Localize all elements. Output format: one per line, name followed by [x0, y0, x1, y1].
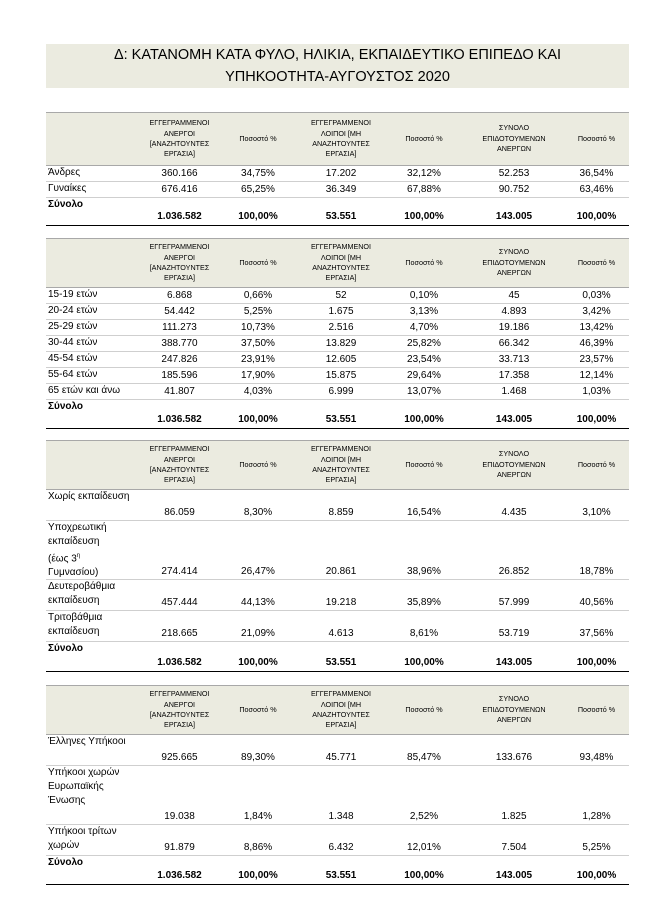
header-cell [564, 239, 629, 287]
header-line: ΕΡΓΑΣΙΑ] [164, 273, 195, 283]
row-label [48, 336, 143, 350]
cell-value: 44,13% [241, 597, 275, 608]
header-line: [ΑΝΑΖΗΤΟΥΝΤΕΣ [149, 465, 210, 474]
header-line: ΑΝΕΡΓΩΝ [496, 715, 532, 725]
cell-value: 1,28% [582, 811, 611, 822]
cell-value: 1,84% [243, 811, 273, 822]
table-header [46, 112, 629, 166]
cell-value: 2,52% [409, 811, 439, 822]
header-line: ΑΝΑΖΗΤΟΥΝΤΕΣ [312, 465, 370, 474]
cell-value: 0,66% [243, 290, 273, 301]
header-cell [464, 441, 564, 489]
row-label-line: Γυναίκες [48, 183, 87, 194]
cell-value: 3,42% [582, 306, 611, 317]
total-value: 53.551 [325, 414, 357, 425]
cell-value: 4.435 [501, 507, 527, 518]
row-label-line: 65 ετών και άνω [48, 385, 121, 396]
cell-value: 676.416 [161, 184, 198, 195]
table-4 [46, 685, 629, 885]
header-cell [464, 113, 564, 165]
row-label [48, 735, 143, 749]
cell-value: 17.202 [325, 168, 357, 179]
row-label-line: εκπαίδευση [48, 536, 100, 547]
cell-value: 13,42% [579, 322, 614, 333]
total-value: 143.005 [495, 657, 533, 668]
header-line: Ποσοστό % [577, 257, 616, 267]
cell-value: 23,54% [407, 354, 441, 365]
header-cell [298, 113, 384, 165]
total-value: 53.551 [325, 211, 357, 222]
cell-value: 93,48% [579, 752, 614, 763]
header-cell [384, 239, 464, 287]
header-line: ΛΟΙΠΟΙ [ΜΗ [320, 252, 362, 262]
table-row [46, 182, 629, 198]
row-label-line: Υπήκοοι χωρών [48, 767, 120, 778]
header-line: [ΑΝΑΖΗΤΟΥΝΤΕΣ [149, 710, 210, 719]
cell-value: 388.770 [161, 338, 198, 349]
header-text [405, 460, 442, 470]
row-label-line: Άνδρες [48, 167, 81, 178]
total-value: 53.551 [325, 657, 357, 668]
header-text [149, 242, 209, 284]
table-header [46, 685, 629, 735]
table-2 [46, 238, 629, 429]
header-text [578, 134, 615, 144]
cell-value: 26,47% [241, 566, 275, 577]
cell-value: 8,86% [243, 842, 273, 853]
row-label-line: 20-24 ετών [48, 305, 98, 316]
cell-value: 23,91% [241, 354, 275, 365]
total-row [46, 642, 629, 672]
cell-value: 23,57% [579, 354, 614, 365]
cell-value: 34,75% [241, 168, 275, 179]
row-label [48, 580, 143, 608]
header-line: ΑΝΕΡΓΩΝ [496, 144, 532, 154]
total-value: 100,00% [238, 211, 278, 222]
total-value: 143.005 [495, 870, 533, 881]
cell-value: 1.675 [328, 306, 354, 317]
table-1 [46, 112, 629, 226]
row-label-line: Υποχρεωτική [48, 522, 107, 533]
row-label-line: 55-64 ετών [48, 369, 98, 380]
total-value: 1.036.582 [157, 657, 202, 668]
header-line: ΕΡΓΑΣΙΑ] [164, 720, 195, 730]
header-line: Ποσοστό % [577, 704, 616, 714]
total-value: 100,00% [404, 414, 444, 425]
header-text [239, 258, 276, 268]
cell-value: 63,46% [579, 184, 614, 195]
cell-value: 133.676 [495, 752, 533, 763]
header-cell [564, 686, 629, 734]
header-line: ΑΝΑΖΗΤΟΥΝΤΕΣ [312, 139, 370, 148]
total-value: 100,00% [238, 414, 278, 425]
cell-value: 15.875 [325, 370, 357, 381]
header-line: ΣΥΝΟΛΟ [498, 123, 530, 133]
cell-value: 29,64% [407, 370, 441, 381]
total-value: 100,00% [404, 211, 444, 222]
header-line: [ΑΝΑΖΗΤΟΥΝΤΕΣ [149, 139, 210, 148]
row-label [48, 320, 143, 334]
header-cell [141, 239, 218, 287]
cell-value: 6.868 [166, 290, 193, 301]
row-label-line: Δευτεροβάθμια [48, 581, 116, 592]
total-value: 1.036.582 [157, 211, 202, 222]
cell-value: 52 [335, 290, 347, 301]
header-line: ΕΓΓΕΓΡΑΜΜΕΝΟΙ [149, 242, 210, 252]
cell-value: 247.826 [161, 354, 198, 365]
header-line: ΕΠΙΔΟΤΟΥΜΕΝΩΝ [482, 459, 546, 469]
cell-value: 54.442 [164, 306, 195, 317]
total-value: 143.005 [495, 211, 533, 222]
header-line: ΕΡΓΑΣΙΑ] [325, 149, 357, 159]
header-cell [384, 441, 464, 489]
title-line-2: ΥΠΗΚΟΟΤΗΤΑ-ΑΥΓΟΥΣΤΟΣ 2020 [225, 69, 450, 85]
header-line: ΛΟΙΠΟΙ [ΜΗ [320, 128, 362, 138]
header-line: ΑΝΕΡΓΟΙ [163, 252, 196, 262]
header-line: Ποσοστό % [239, 704, 277, 714]
cell-value: 274.414 [161, 566, 198, 577]
header-line: ΕΠΙΔΟΤΟΥΜΕΝΩΝ [482, 133, 546, 143]
header-text [482, 694, 545, 725]
table-row [46, 825, 629, 856]
total-value: 100,00% [576, 870, 617, 881]
total-value: 100,00% [576, 657, 617, 668]
cell-value: 1.348 [328, 811, 354, 822]
table-row [46, 384, 629, 400]
cell-value: 46,39% [579, 338, 614, 349]
header-line: Ποσοστό % [239, 133, 277, 143]
header-cell [464, 239, 564, 287]
total-value: 100,00% [238, 870, 278, 881]
header-cell [218, 113, 298, 165]
header-text [405, 258, 442, 268]
cell-value: 13.829 [325, 338, 357, 349]
cell-value: 1.825 [501, 811, 527, 822]
header-text [405, 705, 442, 715]
total-value: 53.551 [325, 870, 357, 881]
row-label-line: (έως $3^\eta$ [48, 553, 81, 565]
cell-value: 8,30% [243, 507, 273, 518]
header-line: ΑΝΑΖΗΤΟΥΝΤΕΣ [312, 263, 370, 272]
header-cell [464, 686, 564, 734]
row-label-line: 25-29 ετών [48, 321, 98, 332]
header-line: ΕΓΓΕΓΡΑΜΜΕΝΟΙ [310, 118, 372, 128]
cell-value: 45.771 [325, 752, 357, 763]
header-line: ΕΓΓΕΓΡΑΜΜΕΝΟΙ [310, 689, 372, 699]
table-row [46, 735, 629, 766]
header-cell [298, 239, 384, 287]
cell-value: 67,88% [407, 184, 441, 195]
header-line: ΛΟΙΠΟΙ [ΜΗ [320, 454, 362, 464]
cell-value: 18,78% [579, 566, 614, 577]
header-cell [141, 441, 218, 489]
row-label-line: χωρών [48, 840, 80, 851]
cell-value: 16,54% [407, 507, 441, 518]
cell-value: 37,56% [579, 628, 614, 639]
table-row [46, 166, 629, 182]
cell-value: 86.059 [164, 507, 195, 518]
cell-value: 17,90% [241, 370, 275, 381]
cell-value: 53.719 [498, 628, 530, 639]
header-line: ΑΝΑΖΗΤΟΥΝΤΕΣ [312, 710, 370, 719]
table-row [46, 580, 629, 611]
table-row [46, 766, 629, 825]
header-cell [564, 113, 629, 165]
cell-value: 45 [508, 290, 520, 301]
row-label [48, 490, 143, 504]
cell-value: 13,07% [407, 386, 441, 397]
header-line: ΑΝΕΡΓΩΝ [496, 470, 532, 480]
cell-value: 3,10% [582, 507, 611, 518]
header-line: ΑΝΕΡΓΟΙ [163, 128, 196, 138]
row-label [48, 304, 143, 318]
total-value: 100,00% [404, 657, 444, 668]
cell-value: 360.166 [161, 168, 198, 179]
cell-value: 89,30% [241, 752, 275, 763]
cell-value: 7.504 [501, 842, 527, 853]
header-line: ΣΥΝΟΛΟ [498, 694, 530, 704]
total-row [46, 856, 629, 885]
header-text [311, 444, 371, 486]
row-label [48, 352, 143, 366]
header-line: [ΑΝΑΖΗΤΟΥΝΤΕΣ [149, 263, 210, 272]
cell-value: 3,13% [409, 306, 439, 317]
header-line: ΕΡΓΑΣΙΑ] [325, 475, 357, 485]
table-row [46, 336, 629, 352]
header-line: ΑΝΕΡΓΩΝ [496, 268, 532, 278]
header-line: Ποσοστό % [239, 459, 277, 469]
row-label [48, 611, 143, 639]
cell-value: 1,03% [582, 386, 611, 397]
row-label-line: 30-44 ετών [48, 337, 98, 348]
table-row [46, 368, 629, 384]
cell-value: 925.665 [161, 752, 198, 763]
table-header [46, 440, 629, 490]
header-text [149, 118, 209, 160]
header-line: ΣΥΝΟΛΟ [498, 247, 530, 257]
row-label-line: Τριτοβάθμια [48, 612, 103, 623]
cell-value: 4.893 [501, 306, 527, 317]
cell-value: 91.879 [164, 842, 195, 853]
cell-value: 40,56% [579, 597, 614, 608]
header-text [482, 449, 545, 480]
header-text [311, 689, 371, 731]
cell-value: 19.186 [498, 322, 530, 333]
cell-value: 8.859 [328, 507, 354, 518]
cell-value: 12.605 [325, 354, 357, 365]
header-cell [141, 113, 218, 165]
cell-value: 36.349 [325, 184, 357, 195]
table-row [46, 304, 629, 320]
row-label [48, 766, 143, 808]
cell-value: 8,61% [409, 628, 439, 639]
table-header [46, 238, 629, 288]
row-label-line: Χωρίς εκπαίδευση [48, 491, 130, 502]
header-line: Ποσοστό % [239, 257, 277, 267]
header-cell [218, 441, 298, 489]
header-cell [298, 686, 384, 734]
cell-value: 21,09% [241, 628, 275, 639]
table-row [46, 611, 629, 642]
cell-value: 10,73% [241, 322, 275, 333]
row-label [48, 166, 143, 180]
header-cell [218, 686, 298, 734]
header-line: ΕΓΓΕΓΡΑΜΜΕΝΟΙ [149, 689, 210, 699]
header-text [482, 123, 545, 154]
cell-value: 0,10% [409, 290, 439, 301]
total-value: 1.036.582 [157, 414, 202, 425]
header-line: ΕΡΓΑΣΙΑ] [164, 149, 195, 159]
cell-value: 35,89% [407, 597, 441, 608]
cell-value: 17.358 [498, 370, 530, 381]
cell-value: 218.665 [161, 628, 198, 639]
total-value: 100,00% [404, 870, 444, 881]
header-line: ΕΓΓΕΓΡΑΜΜΕΝΟΙ [149, 118, 210, 128]
cell-value: 457.444 [161, 597, 198, 608]
total-value: 100,00% [576, 211, 617, 222]
table-row [46, 320, 629, 336]
total-label: Σύνολο [48, 401, 84, 412]
header-line: ΕΠΙΔΟΤΟΥΜΕΝΩΝ [482, 257, 546, 267]
header-cell [298, 441, 384, 489]
header-line: Ποσοστό % [405, 704, 443, 714]
header-line: ΕΡΓΑΣΙΑ] [325, 720, 357, 730]
header-text [405, 134, 442, 144]
row-label-line: εκπαίδευση [48, 595, 100, 606]
row-label-line: Ευρωπαϊκής [48, 781, 104, 792]
total-row [46, 198, 629, 226]
header-line: ΛΟΙΠΟΙ [ΜΗ [320, 699, 362, 709]
table-row [46, 490, 629, 521]
cell-value: 111.273 [162, 322, 197, 333]
total-label: Σύνολο [48, 857, 84, 868]
cell-value: 4,70% [409, 322, 439, 333]
row-label-line: 45-54 ετών [48, 353, 98, 364]
header-line: ΕΓΓΕΓΡΑΜΜΕΝΟΙ [310, 242, 372, 252]
row-label-line: Υπήκοοι τρίτων [48, 826, 117, 837]
header-line: Ποσοστό % [577, 133, 616, 143]
report-title [46, 44, 629, 88]
cell-value: 36,54% [579, 168, 614, 179]
header-line: ΕΓΓΕΓΡΑΜΜΕΝΟΙ [149, 444, 210, 454]
cell-value: 19.218 [325, 597, 357, 608]
cell-value: 90.752 [498, 184, 530, 195]
header-line: ΑΝΕΡΓΟΙ [163, 454, 196, 464]
cell-value: 26.852 [498, 566, 530, 577]
row-label [48, 384, 143, 398]
cell-value: 57.999 [498, 597, 530, 608]
cell-value: 1.468 [501, 386, 527, 397]
header-line: ΕΓΓΕΓΡΑΜΜΕΝΟΙ [310, 444, 372, 454]
header-line: ΕΠΙΔΟΤΟΥΜΕΝΩΝ [482, 704, 546, 714]
header-text [311, 118, 371, 160]
row-label-line: Έλληνες Υπήκοοι [48, 736, 126, 747]
row-label-line: εκπαίδευση [48, 626, 100, 637]
cell-value: 12,01% [407, 842, 441, 853]
cell-value: 5,25% [582, 842, 611, 853]
header-text [482, 247, 545, 278]
cell-value: 85,47% [407, 752, 441, 763]
cell-value: 4,03% [243, 386, 273, 397]
total-label: Σύνολο [48, 199, 84, 210]
row-label [48, 182, 143, 196]
row-label [48, 288, 143, 302]
title-line-1: Δ: ΚΑΤΑΝΟΜΗ ΚΑΤΑ ΦΥΛΟ, ΗΛΙΚΙΑ, ΕΚΠΑΙΔΕΥΤΙΚΟ ΕΠΙΠΕΔΟ ΚΑΙ [113, 47, 562, 63]
table-row [46, 521, 629, 580]
header-cell [384, 686, 464, 734]
table-3 [46, 440, 629, 672]
cell-value: 185.596 [161, 370, 198, 381]
header-line: ΕΡΓΑΣΙΑ] [325, 273, 357, 283]
cell-value: 66.342 [498, 338, 530, 349]
row-label-line: Ένωσης [48, 795, 86, 806]
header-text [578, 460, 615, 470]
cell-value: 2.516 [328, 322, 354, 333]
header-cell [141, 686, 218, 734]
header-text [578, 705, 615, 715]
cell-value: 12,14% [579, 370, 614, 381]
header-cell [564, 441, 629, 489]
header-text [239, 705, 276, 715]
cell-value: 0,03% [582, 290, 611, 301]
total-value: 100,00% [576, 414, 617, 425]
cell-value: 37,50% [241, 338, 275, 349]
row-label-line: 15-19 ετών [48, 289, 98, 300]
cell-value: 4.613 [328, 628, 354, 639]
header-text [239, 134, 276, 144]
row-label-line: Γυμνασίου) [48, 567, 99, 579]
total-row [46, 400, 629, 429]
header-cell [218, 239, 298, 287]
row-label [48, 825, 143, 853]
row-label [48, 521, 143, 580]
cell-value: 20.861 [325, 566, 357, 577]
header-line: ΑΝΕΡΓΟΙ [163, 699, 196, 709]
total-value: 1.036.582 [157, 870, 202, 881]
cell-value: 65,25% [241, 184, 275, 195]
cell-value: 25,82% [407, 338, 441, 349]
header-line: ΣΥΝΟΛΟ [498, 449, 530, 459]
header-cell [384, 113, 464, 165]
header-line: Ποσοστό % [577, 459, 616, 469]
row-label [48, 368, 143, 382]
cell-value: 6.999 [328, 386, 354, 397]
header-text [149, 444, 209, 486]
cell-value: 32,12% [407, 168, 441, 179]
header-line: Ποσοστό % [405, 133, 443, 143]
cell-value: 41.807 [164, 386, 195, 397]
header-text [149, 689, 209, 731]
table-row [46, 288, 629, 304]
cell-value: 6.432 [328, 842, 354, 853]
total-value: 100,00% [238, 657, 278, 668]
cell-value: 33.713 [498, 354, 530, 365]
cell-value: 52.253 [498, 168, 530, 179]
header-line: Ποσοστό % [405, 459, 443, 469]
total-label: Σύνολο [48, 643, 84, 654]
cell-value: 19.038 [164, 811, 195, 822]
cell-value: 5,25% [243, 306, 273, 317]
cell-value: 38,96% [407, 566, 441, 577]
header-line: Ποσοστό % [405, 257, 443, 267]
header-text [578, 258, 615, 268]
table-row [46, 352, 629, 368]
header-text [311, 242, 371, 284]
header-text [239, 460, 276, 470]
total-value: 143.005 [495, 414, 533, 425]
header-line: ΕΡΓΑΣΙΑ] [164, 475, 195, 485]
